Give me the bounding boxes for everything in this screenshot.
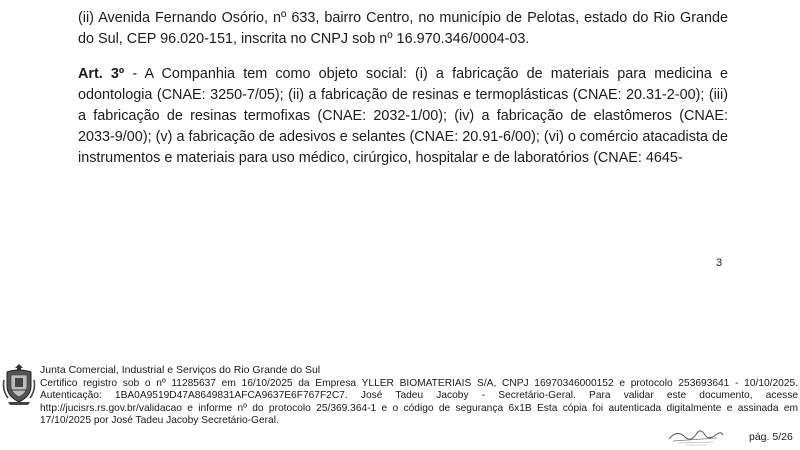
state-coat-of-arms-icon (2, 362, 36, 406)
article-3-paragraph (78, 64, 728, 169)
page-count: pág. 5/26 (749, 431, 793, 443)
certificate-text: Certifico registro sob o nº 11285637 em 16/10/2025 da Empresa YLLER BIOMATERIAIS S/A, CNPJ 16970346000152 e protocolo 253693641 - 10/10/2025. Autenticação: 1BA0A9519D47A8649831AFCA9637E6F767F2C7. José Tadeu Jacoby - Secretário-Geral. Para validar este documento, acesse http://jucisrs.rs.gov.br/validacao e informe nº do protocolo 25/369.364-1 e o código de segurança 6x1B Esta cópia foi autenticada digitalmente e assinada em 17/10/2025 por José Tadeu Jacoby Secretário-Geral. (40, 378, 798, 427)
address-paragraph: (ii) Avenida Fernando Osório, nº 633, bairro Centro, no município de Pelotas, estado do Rio Grande do Sul, CEP 96.020-151, inscrita no CNPJ sob nº 16.970.346/0004-03. (78, 10, 728, 47)
organization-name: Junta Comercial, Industrial e Serviços do Rio Grande do Sul (40, 364, 321, 376)
article-label: Art. 3º (78, 66, 125, 82)
article-text: - A Companhia tem como objeto social: (i) a fabricação de materiais para medicina e odontologia (CNAE: 3250-7/05); (ii) a fabricação de resinas e termoplásticas (CNAE: 20.31-2-00); (iii) a fabricação de resinas termofixas (CNAE: 2032-1/00); (iv) a fabricação de elastômeros (CNAE: 2033-9/00); (v) a fabricação de adesivos e selantes (CNAE: 20.91-6/00); (vi) o comércio atacadista de instrumentos e materiais para uso médico, cirúrgico, hospitalar e de laboratórios (CNAE: 4645- (78, 66, 728, 166)
handwritten-signature-icon (665, 425, 725, 447)
page-number: 3 (716, 257, 723, 269)
